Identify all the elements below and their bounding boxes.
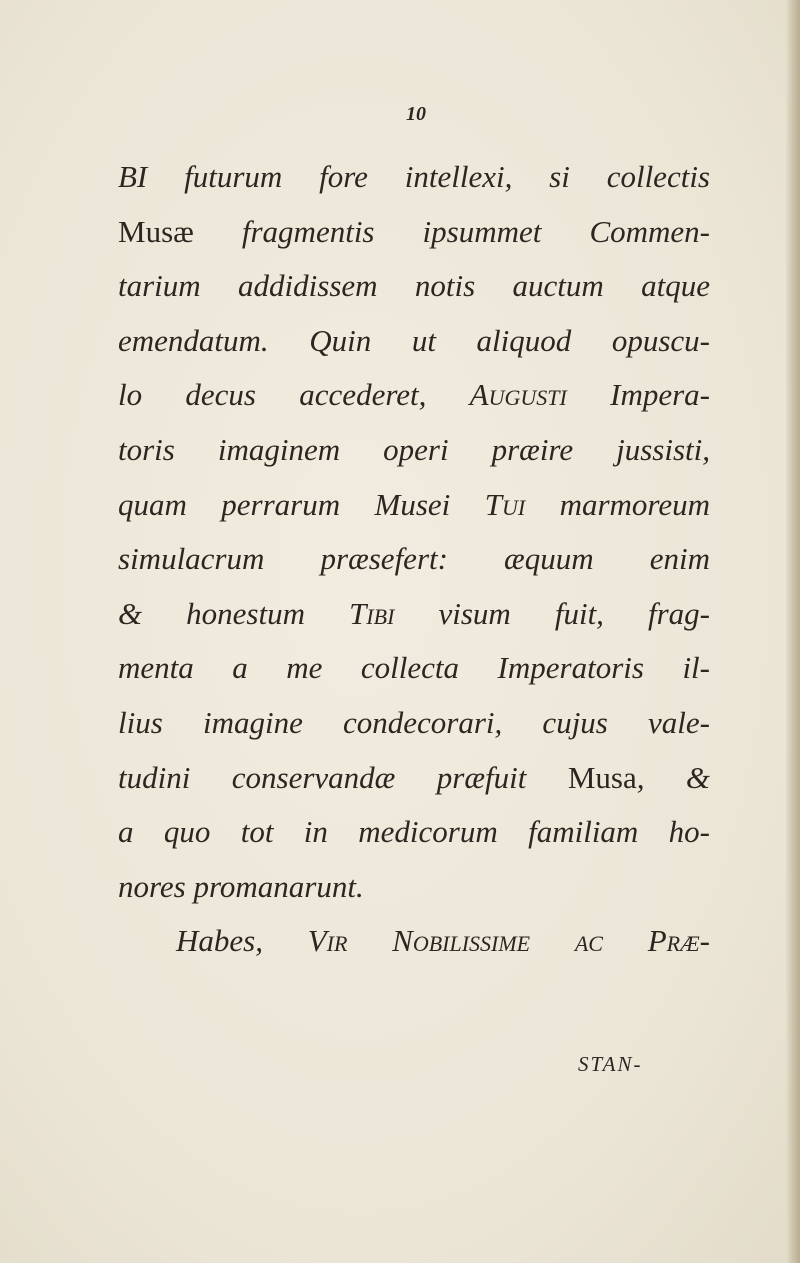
text-line-12: tudini conservandæ præfuit Musa, & — [118, 759, 710, 795]
text-line-7: quam perrarum Musei Tui marmoreum — [118, 486, 710, 522]
text-line-14: nores promanarunt. — [118, 868, 364, 904]
text-line-2: Musæ fragmentis ipsummet Commen- — [118, 213, 710, 249]
text-line-4: emendatum. Quin ut aliquod opuscu- — [118, 322, 710, 358]
text-line-3: tarium addidissem notis auctum atque — [118, 268, 710, 304]
catchword: STAN- — [578, 1052, 643, 1076]
text-line-11: lius imagine condecorari, cujus vale- — [118, 704, 710, 740]
text-line-1: BI futurum fore intellexi, si collectis — [118, 159, 710, 194]
body-text — [118, 150, 710, 969]
text-line-8: simulacrum præsefert: æquum enim — [118, 541, 710, 577]
text-line-15: Habes, Vir Nobilissime ac Præ- — [176, 923, 710, 959]
page-gutter-shadow — [786, 0, 800, 1263]
text-line-6: toris imaginem operi præire jussisti, — [118, 431, 710, 467]
text-line-13: a quo tot in medicorum familiam ho- — [118, 814, 710, 850]
text-line-10: menta a me collecta Imperatoris il- — [118, 650, 710, 686]
page-number: 10 — [406, 103, 426, 125]
text-line-9: & honestum Tibi visum fuit, frag- — [118, 595, 710, 631]
text-line-5: lo decus accederet, Augusti Impera- — [118, 377, 710, 413]
